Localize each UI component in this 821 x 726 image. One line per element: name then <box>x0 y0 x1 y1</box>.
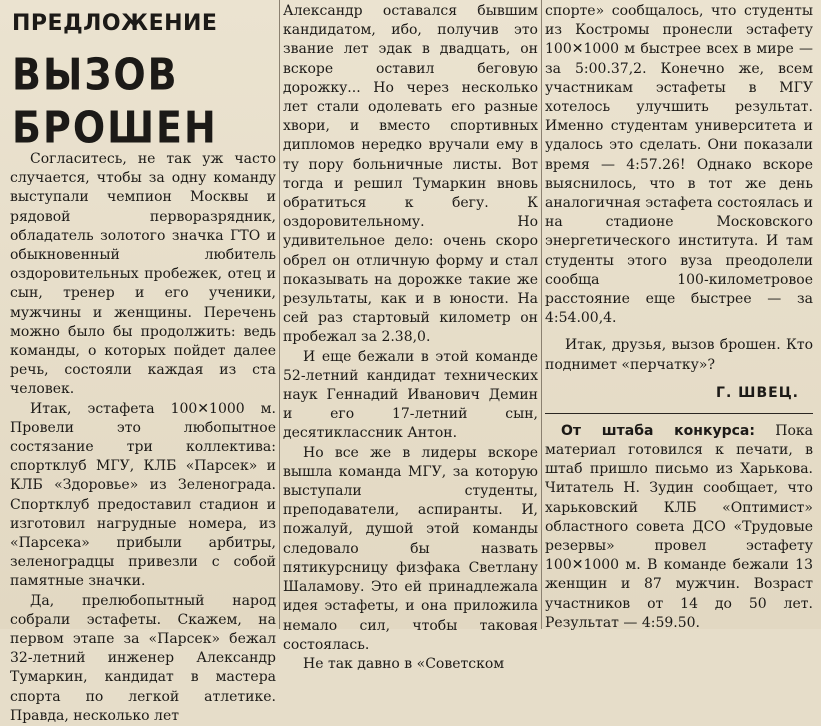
column-rule <box>279 0 280 629</box>
paragraph-7: Не так давно в «Советском <box>303 655 505 672</box>
paragraph-6: Но все же в лидеры вскоре вышла команда МГУ, за которую выступали студенты, преподаватели, аспиранты. И, пожалуй, душой этой команды следовало бы назвать пятикурсницу физфака Светлану Шаламову. Это ей принадлежала идея эстафеты, и она приложила немало сил, чтобы таковая состоялась. <box>283 444 538 653</box>
paragraph-1: Согласитесь, не так уж часто случается, чтобы за одну команду выступали чемпион Москвы и рядовой перворазрядник, обладатель золотого значка ГТО и обыкновенный любитель оздоровительных пробежек, отец и сын, тренер и его ученики, мужчины и женщины. Перечень можно было бы продолжить: ведь команды, о которых пойдет далее речь, состояли каждая из ста человек. <box>10 151 276 398</box>
divider <box>545 413 813 414</box>
note-lead: От штаба конкурса: <box>561 422 755 439</box>
article-headline: ВЫЗОВ БРОШЕН <box>12 49 218 153</box>
note-text: Пока материал готовился к печати, в штаб пришло письмо из Харькова. Читатель Н. Зудин сообщает, что харьковский КЛБ «Оптимист» областного совета ДСО «Трудовые резервы» провел эстафету 100✕1000 м. В команде бежали 13 женщин и 87 мужчин. Возраст участников от 14 до 50 лет. Результат — 4:59.50. <box>545 422 814 631</box>
paragraph-3: Да, прелюбопытный народ собрали эстафеты. Скажем, на первом этапе за «Парсек» бежал 32-летний инженер Александр Тумаркин, кандидат в мастера спорта по легкой атлетике. Правда, несколько лет <box>10 592 276 724</box>
paragraph-4: Александр оставался бывшим кандидатом, ибо, получив это звание лет эдак в двадцать, он вскоре оставил беговую дорожку... Но через несколько лет стали одолевать его разные хвори, и вместо спортивных дипломов нередко вручали ему в ту пору больничные листы. Вот тогда и решил Тумаркин вновь обратиться к бегу. К оздоровительному. Но удивительное дело: очень скоро обрел он отличную форму и стал показывать на дорожке такие же результаты, как и в юности. На сей раз стартовый километр он пробежал за 2.38,0. <box>283 3 538 346</box>
paragraph-5: И еще бежали в этой команде 52-летний кандидат технических наук Геннадий Иванович Демин и его 17-летний сын, десятиклассник Антон. <box>283 348 538 442</box>
paragraph-8: спорте» сообщалось, что студенты из Костромы пронесли эстафету 100✕1000 м быстрее всех в мире — за 5:00.37,2. Конечно же, всем участникам эстафеты в МГУ хотелось улучшить результат. Именно студентам университета и удалось это сделать. Они показали время — 4:57.26! Однако вскоре выяснилось, что в тот же день аналогичная эстафета состоялась и на стадионе Московского энергетического института. И там студенты этого вуза преодолели сообща 100-километровое расстояние еще быстрее — за 4:54.00,4. <box>545 3 813 327</box>
column-2 <box>283 0 538 672</box>
article-kicker: ПРЕДЛОЖЕНИЕ <box>12 11 218 36</box>
column-1 <box>10 0 276 724</box>
column-3 <box>545 0 813 629</box>
paragraph-9: Итак, друзья, вызов брошен. Кто поднимет «перчатку»? <box>545 337 813 373</box>
editorial-note <box>545 422 813 633</box>
author-signature: Г. ШВЕЦ. <box>716 384 799 401</box>
column-rule <box>541 0 542 629</box>
paragraph-2: Итак, эстафета 100✕1000 м. Провели это любопытное состязание три коллектива: спортклуб МГУ, КЛБ «Парсек» и КЛБ «Здоровье» из Зеленограда. Спортклуб предоставил стадион и изготовил нагрудные номера, из «Парсека» прибыли арбитры, зеленоградцы привезли с собой памятные значки. <box>10 400 276 590</box>
